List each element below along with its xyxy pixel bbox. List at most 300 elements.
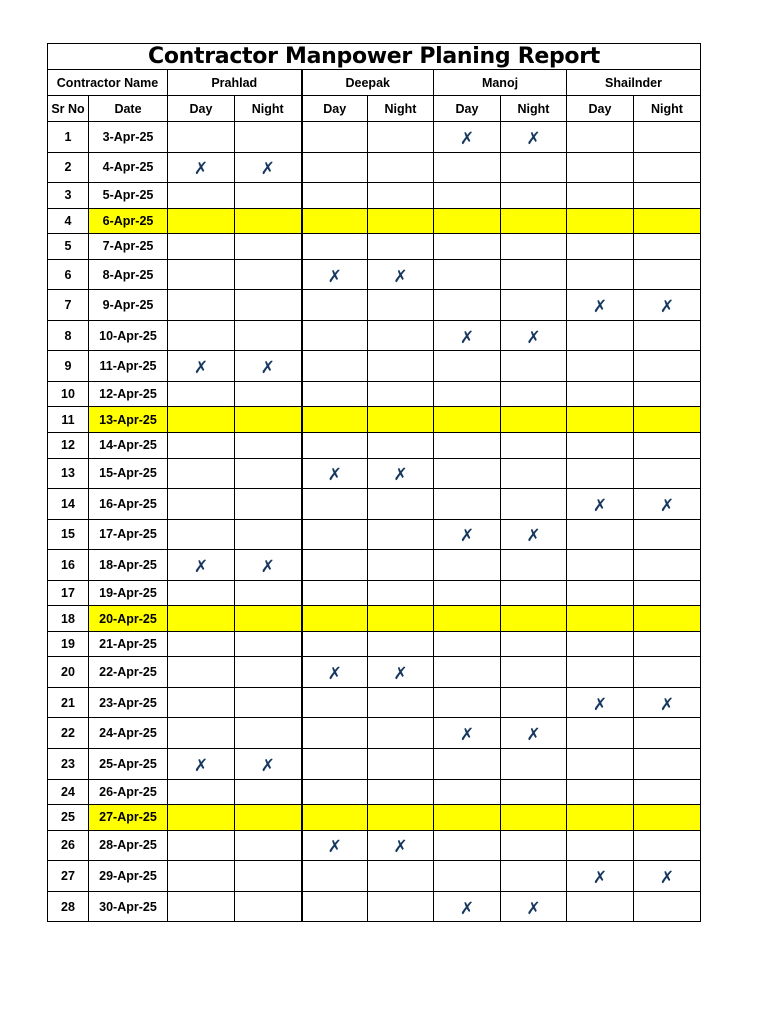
- shift-cell-manoj-day: [434, 861, 501, 892]
- shift-cell-shailnder-day: [567, 433, 634, 459]
- shift-cell-deepak-night: [368, 519, 434, 550]
- shift-cell-prahlad-night: ✗: [235, 351, 302, 382]
- shift-cell-manoj-night: [501, 183, 567, 209]
- shift-cell-deepak-night: [368, 580, 434, 606]
- sr-no-cell: 11: [48, 407, 89, 433]
- date-cell: 27-Apr-25: [89, 805, 168, 831]
- contractor-header-row: [48, 70, 701, 96]
- shift-cell-shailnder-day: [567, 381, 634, 407]
- shift-cell-prahlad-night: [235, 779, 302, 805]
- shift-cell-manoj-day: ✗: [434, 718, 501, 749]
- shift-cell-shailnder-day: [567, 458, 634, 489]
- shift-cell-deepak-night: [368, 320, 434, 351]
- shift-cell-manoj-night: [501, 234, 567, 260]
- manpower-planning-table: [47, 43, 701, 922]
- date-cell: 21-Apr-25: [89, 631, 168, 657]
- shift-cell-deepak-night: [368, 381, 434, 407]
- shift-cell-deepak-day: ✗: [302, 259, 368, 290]
- shift-cell-shailnder-night: [634, 519, 701, 550]
- shift-cell-shailnder-night: ✗: [634, 290, 701, 321]
- shift-header-night: Night: [501, 96, 567, 122]
- shift-cell-shailnder-night: ✗: [634, 861, 701, 892]
- shift-cell-manoj-day: [434, 830, 501, 861]
- shift-cell-deepak-night: [368, 606, 434, 632]
- shift-cell-manoj-day: [434, 458, 501, 489]
- shift-cell-prahlad-day: ✗: [168, 749, 235, 780]
- table-row: [48, 550, 701, 581]
- shift-cell-shailnder-night: [634, 631, 701, 657]
- shift-cell-prahlad-day: [168, 234, 235, 260]
- table-row: [48, 234, 701, 260]
- shift-cell-prahlad-day: [168, 830, 235, 861]
- shift-cell-manoj-night: [501, 631, 567, 657]
- table-row: [48, 122, 701, 153]
- shift-cell-prahlad-day: [168, 805, 235, 831]
- shift-cell-deepak-day: [302, 489, 368, 520]
- shift-cell-deepak-night: [368, 687, 434, 718]
- shift-cell-manoj-day: ✗: [434, 519, 501, 550]
- shift-cell-prahlad-day: [168, 433, 235, 459]
- shift-cell-shailnder-day: [567, 407, 634, 433]
- date-cell: 23-Apr-25: [89, 687, 168, 718]
- table-row: [48, 351, 701, 382]
- shift-cell-shailnder-day: [567, 259, 634, 290]
- shift-cell-prahlad-day: [168, 580, 235, 606]
- shift-cell-prahlad-day: [168, 861, 235, 892]
- date-cell: 13-Apr-25: [89, 407, 168, 433]
- shift-cell-prahlad-day: [168, 631, 235, 657]
- shift-cell-manoj-night: [501, 779, 567, 805]
- table-row: [48, 433, 701, 459]
- shift-cell-shailnder-day: ✗: [567, 861, 634, 892]
- shift-cell-prahlad-night: [235, 290, 302, 321]
- shift-header-day: Day: [302, 96, 368, 122]
- shift-cell-deepak-day: [302, 122, 368, 153]
- shift-cell-manoj-day: [434, 779, 501, 805]
- shift-cell-shailnder-day: [567, 208, 634, 234]
- table-row: [48, 687, 701, 718]
- shift-cell-shailnder-night: [634, 208, 701, 234]
- shift-cell-manoj-night: [501, 861, 567, 892]
- shift-cell-shailnder-day: [567, 519, 634, 550]
- shift-cell-shailnder-night: [634, 749, 701, 780]
- contractor-header-manoj: Manoj: [434, 70, 567, 96]
- shift-cell-shailnder-day: ✗: [567, 687, 634, 718]
- shift-header-night: Night: [634, 96, 701, 122]
- shift-cell-prahlad-night: [235, 234, 302, 260]
- shift-cell-deepak-day: [302, 580, 368, 606]
- shift-cell-prahlad-day: [168, 407, 235, 433]
- sr-no-cell: 21: [48, 687, 89, 718]
- shift-header-night: Night: [368, 96, 434, 122]
- shift-cell-shailnder-night: [634, 351, 701, 382]
- date-cell: 6-Apr-25: [89, 208, 168, 234]
- shift-header-day: Day: [434, 96, 501, 122]
- sr-no-cell: 19: [48, 631, 89, 657]
- shift-header-row: [48, 96, 701, 122]
- shift-cell-manoj-night: [501, 749, 567, 780]
- shift-cell-deepak-day: [302, 519, 368, 550]
- table-row: [48, 489, 701, 520]
- shift-cell-manoj-night: [501, 407, 567, 433]
- shift-cell-deepak-day: [302, 749, 368, 780]
- date-cell: 17-Apr-25: [89, 519, 168, 550]
- shift-cell-shailnder-night: [634, 234, 701, 260]
- shift-cell-prahlad-day: ✗: [168, 351, 235, 382]
- shift-cell-manoj-night: [501, 290, 567, 321]
- shift-cell-deepak-night: [368, 861, 434, 892]
- shift-cell-prahlad-day: ✗: [168, 550, 235, 581]
- shift-cell-shailnder-day: [567, 631, 634, 657]
- shift-cell-shailnder-day: [567, 749, 634, 780]
- shift-cell-manoj-day: [434, 749, 501, 780]
- shift-cell-deepak-day: [302, 631, 368, 657]
- shift-cell-shailnder-night: [634, 580, 701, 606]
- date-cell: 12-Apr-25: [89, 381, 168, 407]
- shift-cell-deepak-night: [368, 550, 434, 581]
- shift-cell-prahlad-night: [235, 458, 302, 489]
- shift-cell-prahlad-day: [168, 687, 235, 718]
- date-cell: 30-Apr-25: [89, 891, 168, 922]
- shift-cell-prahlad-night: ✗: [235, 749, 302, 780]
- shift-cell-deepak-day: [302, 234, 368, 260]
- shift-cell-deepak-day: [302, 805, 368, 831]
- shift-cell-shailnder-night: [634, 152, 701, 183]
- date-cell: 4-Apr-25: [89, 152, 168, 183]
- shift-cell-shailnder-night: [634, 320, 701, 351]
- shift-cell-deepak-day: [302, 381, 368, 407]
- sr-no-cell: 16: [48, 550, 89, 581]
- shift-cell-prahlad-night: [235, 183, 302, 209]
- shift-cell-prahlad-day: [168, 320, 235, 351]
- shift-cell-prahlad-day: [168, 183, 235, 209]
- sr-no-cell: 18: [48, 606, 89, 632]
- sr-no-cell: 17: [48, 580, 89, 606]
- shift-cell-manoj-night: [501, 381, 567, 407]
- date-cell: 15-Apr-25: [89, 458, 168, 489]
- sr-no-cell: 26: [48, 830, 89, 861]
- date-cell: 16-Apr-25: [89, 489, 168, 520]
- shift-cell-prahlad-day: [168, 718, 235, 749]
- sr-no-cell: 5: [48, 234, 89, 260]
- shift-cell-shailnder-night: [634, 381, 701, 407]
- shift-cell-deepak-day: ✗: [302, 458, 368, 489]
- shift-cell-manoj-night: [501, 805, 567, 831]
- date-cell: 26-Apr-25: [89, 779, 168, 805]
- shift-cell-shailnder-night: [634, 718, 701, 749]
- shift-cell-prahlad-day: ✗: [168, 152, 235, 183]
- shift-cell-deepak-night: [368, 351, 434, 382]
- shift-cell-manoj-day: [434, 208, 501, 234]
- shift-cell-deepak-day: [302, 861, 368, 892]
- shift-cell-manoj-night: [501, 152, 567, 183]
- shift-cell-manoj-night: [501, 550, 567, 581]
- sr-no-cell: 22: [48, 718, 89, 749]
- shift-cell-manoj-night: ✗: [501, 320, 567, 351]
- table-row: [48, 631, 701, 657]
- shift-cell-shailnder-night: [634, 830, 701, 861]
- shift-cell-prahlad-night: [235, 407, 302, 433]
- shift-cell-manoj-day: [434, 631, 501, 657]
- shift-cell-deepak-night: ✗: [368, 458, 434, 489]
- shift-cell-manoj-day: [434, 606, 501, 632]
- table-row: [48, 458, 701, 489]
- date-cell: 25-Apr-25: [89, 749, 168, 780]
- shift-cell-deepak-night: [368, 631, 434, 657]
- date-cell: 9-Apr-25: [89, 290, 168, 321]
- shift-cell-manoj-day: [434, 183, 501, 209]
- shift-cell-manoj-night: [501, 259, 567, 290]
- date-cell: 8-Apr-25: [89, 259, 168, 290]
- shift-cell-manoj-night: [501, 687, 567, 718]
- shift-cell-deepak-night: [368, 805, 434, 831]
- shift-cell-deepak-night: [368, 891, 434, 922]
- shift-cell-prahlad-night: [235, 122, 302, 153]
- shift-cell-deepak-night: [368, 407, 434, 433]
- shift-cell-shailnder-day: [567, 183, 634, 209]
- shift-cell-deepak-night: [368, 489, 434, 520]
- shift-cell-manoj-day: [434, 152, 501, 183]
- shift-cell-shailnder-day: [567, 580, 634, 606]
- shift-cell-manoj-day: ✗: [434, 891, 501, 922]
- shift-cell-manoj-day: [434, 489, 501, 520]
- shift-cell-prahlad-night: ✗: [235, 550, 302, 581]
- shift-cell-manoj-day: [434, 687, 501, 718]
- shift-cell-manoj-day: [434, 433, 501, 459]
- shift-cell-deepak-day: ✗: [302, 830, 368, 861]
- table-row: [48, 830, 701, 861]
- table-row: [48, 519, 701, 550]
- shift-cell-manoj-night: [501, 458, 567, 489]
- date-header: Date: [89, 96, 168, 122]
- date-cell: 29-Apr-25: [89, 861, 168, 892]
- sr-no-cell: 12: [48, 433, 89, 459]
- shift-cell-manoj-night: [501, 351, 567, 382]
- shift-cell-deepak-night: [368, 749, 434, 780]
- shift-cell-prahlad-night: [235, 259, 302, 290]
- shift-cell-shailnder-day: [567, 830, 634, 861]
- sr-no-cell: 6: [48, 259, 89, 290]
- sr-no-cell: 20: [48, 657, 89, 688]
- shift-cell-deepak-day: [302, 407, 368, 433]
- sr-no-header: Sr No: [48, 96, 89, 122]
- shift-cell-deepak-night: ✗: [368, 259, 434, 290]
- shift-cell-prahlad-day: [168, 381, 235, 407]
- shift-cell-manoj-day: [434, 381, 501, 407]
- sr-no-cell: 10: [48, 381, 89, 407]
- shift-cell-manoj-night: [501, 489, 567, 520]
- shift-cell-manoj-day: [434, 550, 501, 581]
- date-cell: 10-Apr-25: [89, 320, 168, 351]
- shift-cell-shailnder-night: [634, 183, 701, 209]
- shift-cell-shailnder-night: [634, 433, 701, 459]
- table-row: [48, 183, 701, 209]
- shift-cell-manoj-night: [501, 830, 567, 861]
- table-row: [48, 861, 701, 892]
- shift-cell-shailnder-day: ✗: [567, 489, 634, 520]
- table-row: [48, 259, 701, 290]
- shift-cell-shailnder-night: [634, 657, 701, 688]
- shift-cell-manoj-night: ✗: [501, 122, 567, 153]
- shift-cell-manoj-night: [501, 208, 567, 234]
- shift-cell-deepak-day: [302, 290, 368, 321]
- shift-cell-prahlad-night: [235, 631, 302, 657]
- sr-no-cell: 23: [48, 749, 89, 780]
- shift-cell-shailnder-day: [567, 891, 634, 922]
- shift-cell-deepak-night: [368, 290, 434, 321]
- shift-cell-shailnder-day: [567, 718, 634, 749]
- shift-cell-prahlad-night: [235, 891, 302, 922]
- shift-cell-deepak-day: [302, 152, 368, 183]
- shift-cell-deepak-day: [302, 779, 368, 805]
- sr-no-cell: 3: [48, 183, 89, 209]
- date-cell: 5-Apr-25: [89, 183, 168, 209]
- shift-cell-deepak-day: [302, 208, 368, 234]
- shift-cell-manoj-day: ✗: [434, 320, 501, 351]
- shift-cell-manoj-day: ✗: [434, 122, 501, 153]
- shift-cell-deepak-night: ✗: [368, 830, 434, 861]
- table-row: [48, 580, 701, 606]
- table-row: [48, 749, 701, 780]
- shift-cell-prahlad-day: [168, 606, 235, 632]
- shift-cell-prahlad-night: [235, 519, 302, 550]
- sr-no-cell: 13: [48, 458, 89, 489]
- date-cell: 7-Apr-25: [89, 234, 168, 260]
- shift-cell-deepak-night: [368, 433, 434, 459]
- shift-cell-deepak-night: ✗: [368, 657, 434, 688]
- sr-no-cell: 24: [48, 779, 89, 805]
- table-row-holiday: [48, 606, 701, 632]
- shift-cell-shailnder-night: [634, 891, 701, 922]
- shift-cell-manoj-night: ✗: [501, 519, 567, 550]
- shift-cell-prahlad-night: [235, 606, 302, 632]
- shift-cell-shailnder-night: [634, 550, 701, 581]
- shift-header-day: Day: [567, 96, 634, 122]
- sr-no-cell: 8: [48, 320, 89, 351]
- shift-cell-shailnder-day: [567, 320, 634, 351]
- contractor-header-prahlad: Prahlad: [168, 70, 302, 96]
- shift-cell-prahlad-day: [168, 458, 235, 489]
- shift-cell-shailnder-day: [567, 606, 634, 632]
- shift-cell-shailnder-day: [567, 550, 634, 581]
- sr-no-cell: 9: [48, 351, 89, 382]
- shift-cell-deepak-day: [302, 550, 368, 581]
- shift-cell-prahlad-night: ✗: [235, 152, 302, 183]
- date-cell: 22-Apr-25: [89, 657, 168, 688]
- shift-cell-prahlad-night: [235, 718, 302, 749]
- table-row: [48, 290, 701, 321]
- shift-cell-shailnder-night: [634, 779, 701, 805]
- sr-no-cell: 4: [48, 208, 89, 234]
- shift-cell-deepak-day: [302, 718, 368, 749]
- shift-cell-prahlad-night: [235, 489, 302, 520]
- report-title: Contractor Manpower Planing Report: [48, 44, 701, 70]
- date-cell: 14-Apr-25: [89, 433, 168, 459]
- shift-cell-manoj-day: [434, 290, 501, 321]
- shift-cell-deepak-day: [302, 687, 368, 718]
- shift-cell-shailnder-night: ✗: [634, 687, 701, 718]
- shift-cell-shailnder-night: ✗: [634, 489, 701, 520]
- shift-cell-deepak-day: ✗: [302, 657, 368, 688]
- shift-cell-prahlad-day: [168, 290, 235, 321]
- shift-cell-deepak-day: [302, 606, 368, 632]
- shift-cell-manoj-night: ✗: [501, 891, 567, 922]
- shift-cell-manoj-day: [434, 407, 501, 433]
- sr-no-cell: 2: [48, 152, 89, 183]
- shift-cell-shailnder-day: [567, 152, 634, 183]
- date-cell: 19-Apr-25: [89, 580, 168, 606]
- date-cell: 18-Apr-25: [89, 550, 168, 581]
- shift-cell-deepak-night: [368, 208, 434, 234]
- shift-cell-shailnder-night: [634, 606, 701, 632]
- sr-no-cell: 25: [48, 805, 89, 831]
- table-row: [48, 779, 701, 805]
- shift-cell-deepak-day: [302, 351, 368, 382]
- shift-cell-manoj-day: [434, 351, 501, 382]
- shift-cell-shailnder-night: [634, 122, 701, 153]
- shift-cell-prahlad-night: [235, 861, 302, 892]
- contractor-name-label: Contractor Name: [48, 70, 168, 96]
- table-row: [48, 891, 701, 922]
- shift-cell-shailnder-day: [567, 779, 634, 805]
- sr-no-cell: 27: [48, 861, 89, 892]
- shift-cell-prahlad-day: [168, 489, 235, 520]
- contractor-header-shailnder: Shailnder: [567, 70, 701, 96]
- date-cell: 20-Apr-25: [89, 606, 168, 632]
- sr-no-cell: 1: [48, 122, 89, 153]
- shift-cell-deepak-day: [302, 320, 368, 351]
- shift-header-night: Night: [235, 96, 302, 122]
- shift-cell-deepak-night: [368, 718, 434, 749]
- date-cell: 24-Apr-25: [89, 718, 168, 749]
- shift-cell-shailnder-night: [634, 259, 701, 290]
- shift-cell-prahlad-night: [235, 208, 302, 234]
- date-cell: 28-Apr-25: [89, 830, 168, 861]
- table-row: [48, 381, 701, 407]
- sr-no-cell: 28: [48, 891, 89, 922]
- shift-cell-shailnder-day: [567, 351, 634, 382]
- shift-cell-prahlad-day: [168, 891, 235, 922]
- shift-cell-prahlad-night: [235, 320, 302, 351]
- shift-cell-manoj-night: [501, 657, 567, 688]
- shift-cell-deepak-day: [302, 183, 368, 209]
- shift-cell-prahlad-night: [235, 381, 302, 407]
- sr-no-cell: 15: [48, 519, 89, 550]
- date-cell: 3-Apr-25: [89, 122, 168, 153]
- shift-cell-deepak-night: [368, 152, 434, 183]
- shift-cell-shailnder-night: [634, 805, 701, 831]
- shift-header-day: Day: [168, 96, 235, 122]
- table-row: [48, 152, 701, 183]
- shift-cell-prahlad-day: [168, 657, 235, 688]
- table-row: [48, 320, 701, 351]
- shift-cell-prahlad-day: [168, 259, 235, 290]
- table-row-holiday: [48, 208, 701, 234]
- shift-cell-prahlad-night: [235, 433, 302, 459]
- shift-cell-shailnder-day: [567, 805, 634, 831]
- shift-cell-manoj-night: [501, 606, 567, 632]
- date-cell: 11-Apr-25: [89, 351, 168, 382]
- shift-cell-shailnder-night: [634, 458, 701, 489]
- shift-cell-prahlad-night: [235, 805, 302, 831]
- shift-cell-prahlad-day: [168, 519, 235, 550]
- shift-cell-shailnder-day: [567, 122, 634, 153]
- shift-cell-shailnder-day: ✗: [567, 290, 634, 321]
- table-row-holiday: [48, 805, 701, 831]
- shift-cell-manoj-day: [434, 805, 501, 831]
- sr-no-cell: 14: [48, 489, 89, 520]
- shift-cell-deepak-night: [368, 234, 434, 260]
